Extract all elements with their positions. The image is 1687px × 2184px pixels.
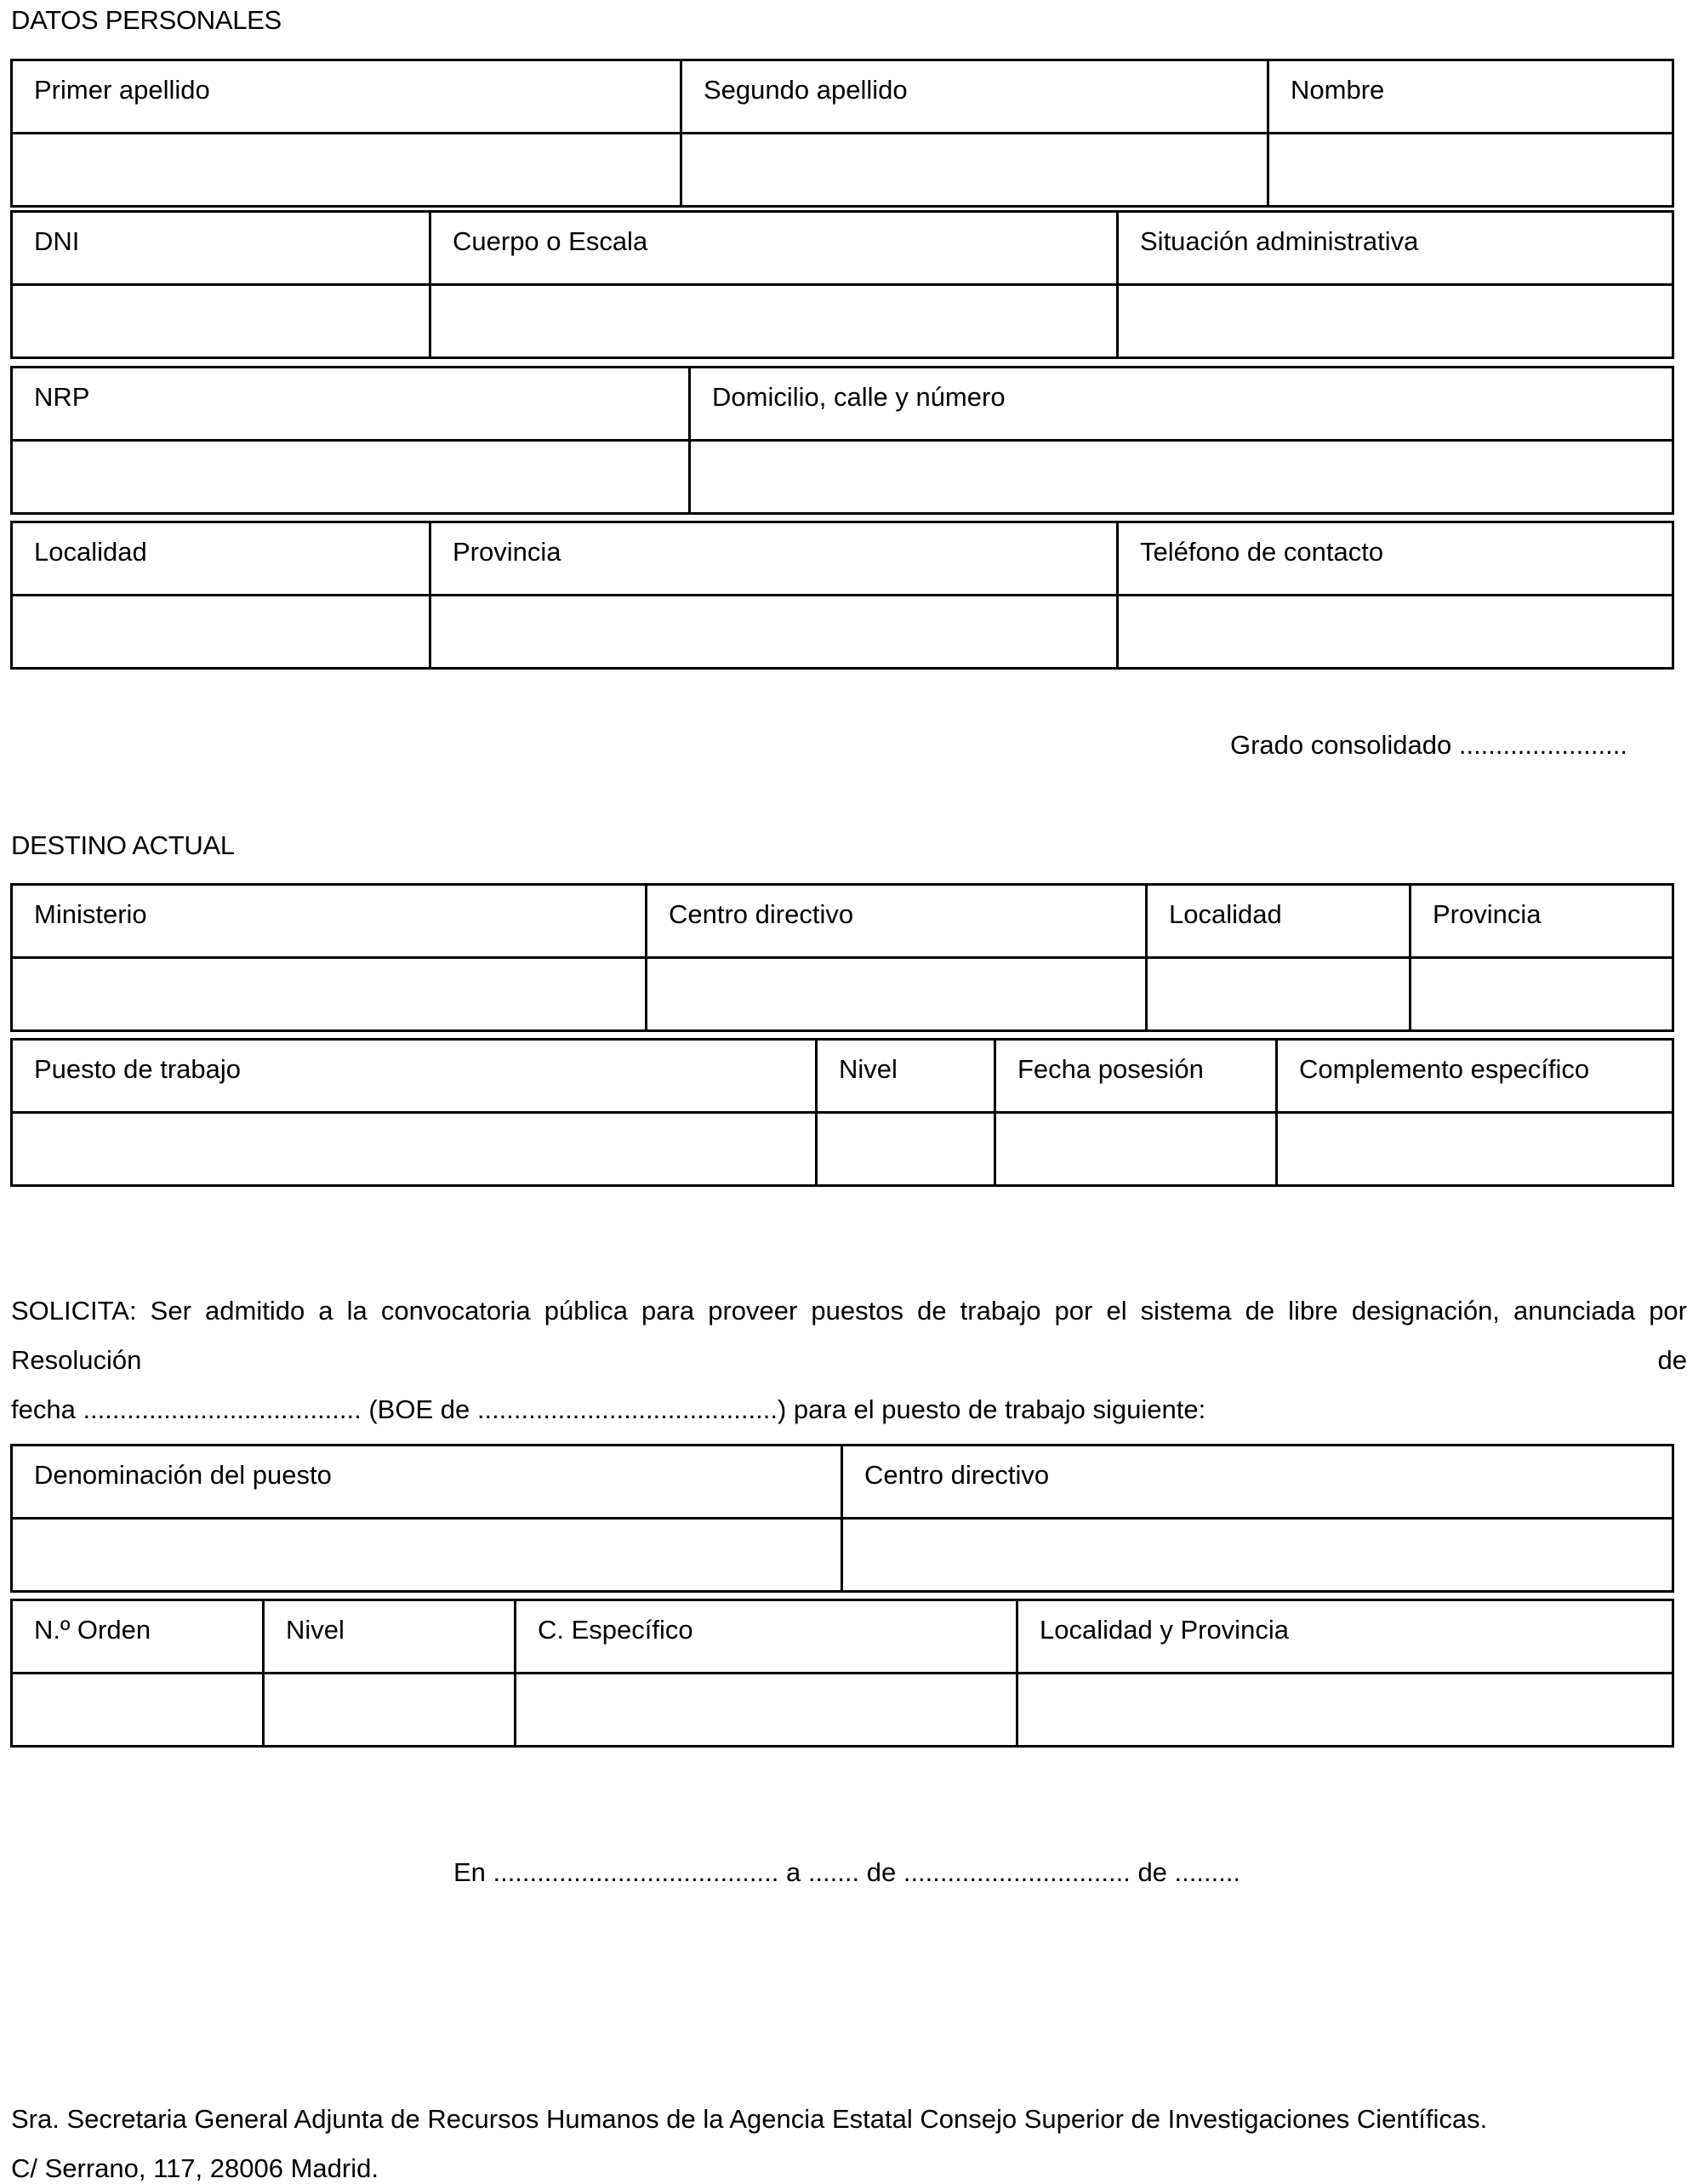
table-primer-apellido — [10, 59, 1674, 208]
table-puesto-trabajo — [10, 1038, 1674, 1187]
field-label-denominacion-puesto: Denominación del puesto — [34, 1460, 332, 1490]
fecha-lugar-line[interactable]: En ....................................... a ....... de ............................... de ......... — [453, 1857, 1241, 1887]
input-domicilio[interactable] — [690, 441, 1673, 514]
field-label-nombre: Nombre — [1291, 75, 1385, 105]
input-provincia[interactable] — [430, 596, 1118, 669]
input-puesto-trabajo[interactable] — [12, 1113, 817, 1186]
field-label-dni: DNI — [34, 226, 80, 256]
input-nivel[interactable] — [817, 1113, 995, 1186]
table-localidad — [10, 521, 1674, 670]
label-cell — [1147, 885, 1411, 958]
label-cell — [1277, 1040, 1673, 1113]
label-cell — [430, 212, 1118, 285]
label-cell — [1118, 522, 1673, 596]
table-ministerio — [10, 883, 1674, 1032]
label-cell — [681, 60, 1268, 134]
label-cell — [1118, 212, 1673, 285]
label-cell — [1411, 885, 1673, 958]
table-nrp — [10, 366, 1674, 515]
label-cell — [995, 1040, 1277, 1113]
section-heading-datos-personales: DATOS PERSONALES — [11, 5, 282, 35]
label-cell — [690, 368, 1673, 441]
field-label-numero-orden: N.º Orden — [34, 1615, 151, 1645]
input-nivel[interactable] — [264, 1674, 516, 1747]
label-cell — [817, 1040, 995, 1113]
label-cell — [12, 885, 647, 958]
label-cell — [1017, 1600, 1673, 1674]
input-fecha-posesion[interactable] — [995, 1113, 1277, 1186]
destinatario-line-2: C/ Serrano, 117, 28006 Madrid. — [11, 2153, 379, 2183]
label-cell — [264, 1600, 516, 1674]
solicita-paragraph — [11, 1286, 1687, 1434]
label-cell — [12, 60, 681, 134]
field-label-domicilio: Domicilio, calle y número — [712, 382, 1006, 412]
field-label-localidad-provincia: Localidad y Provincia — [1040, 1615, 1289, 1645]
field-label-cuerpo-escala: Cuerpo o Escala — [453, 226, 648, 256]
input-denominacion-puesto[interactable] — [12, 1519, 842, 1592]
destinatario-line-1: Sra. Secretaria General Adjunta de Recursos Humanos de la Agencia Estatal Consejo Superior de Investigaciones Científicas. — [11, 2104, 1488, 2134]
input-nrp[interactable] — [12, 441, 690, 514]
table-dni — [10, 210, 1674, 359]
input-primer-apellido[interactable] — [12, 134, 681, 207]
label-cell — [12, 212, 430, 285]
solicita-line-1: SOLICITA: Ser admitido a la convocatoria pública para proveer puestos de trabajo por el sistema de libre designación, anunciada por Resolución de — [11, 1296, 1687, 1375]
input-centro-directivo[interactable] — [647, 958, 1147, 1031]
input-complemento-especifico[interactable] — [1277, 1113, 1673, 1186]
input-centro-directivo[interactable] — [842, 1519, 1673, 1592]
input-localidad[interactable] — [1147, 958, 1411, 1031]
label-cell — [516, 1600, 1017, 1674]
field-label-nrp: NRP — [34, 382, 90, 412]
input-localidad-provincia[interactable] — [1017, 1674, 1673, 1747]
field-label-fecha-posesion: Fecha posesión — [1017, 1054, 1204, 1084]
input-dni[interactable] — [12, 285, 430, 358]
label-cell — [12, 522, 430, 596]
table-numero-orden — [10, 1599, 1674, 1748]
input-c-especifico[interactable] — [516, 1674, 1017, 1747]
table-denominacion-puesto — [10, 1444, 1674, 1593]
field-label-nivel: Nivel — [839, 1054, 898, 1084]
input-nombre[interactable] — [1268, 134, 1673, 207]
label-cell — [12, 1040, 817, 1113]
input-telefono[interactable] — [1118, 596, 1673, 669]
field-label-telefono: Teléfono de contacto — [1140, 537, 1384, 567]
field-label-provincia: Provincia — [1433, 899, 1542, 929]
label-cell — [842, 1446, 1673, 1519]
field-label-puesto-trabajo: Puesto de trabajo — [34, 1054, 242, 1084]
label-cell — [12, 1446, 842, 1519]
input-ministerio[interactable] — [12, 958, 647, 1031]
input-provincia[interactable] — [1411, 958, 1673, 1031]
field-label-centro-directivo: Centro directivo — [864, 1460, 1050, 1490]
field-label-centro-directivo: Centro directivo — [669, 899, 854, 929]
field-label-localidad: Localidad — [34, 537, 147, 567]
solicita-line-2: fecha ...................................... (BOE de .........................................) para el puesto de trabajo siguiente: — [11, 1394, 1206, 1424]
label-cell — [12, 1600, 264, 1674]
field-label-complemento-especifico: Complemento específico — [1299, 1054, 1590, 1084]
input-localidad[interactable] — [12, 596, 430, 669]
section-heading-destino-actual: DESTINO ACTUAL — [11, 830, 235, 860]
input-cuerpo-escala[interactable] — [430, 285, 1118, 358]
field-label-segundo-apellido: Segundo apellido — [704, 75, 908, 105]
label-cell — [1268, 60, 1673, 134]
field-label-provincia: Provincia — [453, 537, 561, 567]
label-cell — [12, 368, 690, 441]
label-cell — [430, 522, 1118, 596]
field-label-primer-apellido: Primer apellido — [34, 75, 210, 105]
field-label-nivel: Nivel — [286, 1615, 345, 1645]
grado-consolidado-field[interactable]: Grado consolidado ....................... — [1230, 730, 1627, 760]
input-situacion-administrativa[interactable] — [1118, 285, 1673, 358]
field-label-c-especifico: C. Específico — [538, 1615, 693, 1645]
field-label-localidad: Localidad — [1169, 899, 1282, 929]
field-label-ministerio: Ministerio — [34, 899, 147, 929]
label-cell — [647, 885, 1147, 958]
input-segundo-apellido[interactable] — [681, 134, 1268, 207]
input-numero-orden[interactable] — [12, 1674, 264, 1747]
field-label-situacion-administrativa: Situación administrativa — [1140, 226, 1419, 256]
